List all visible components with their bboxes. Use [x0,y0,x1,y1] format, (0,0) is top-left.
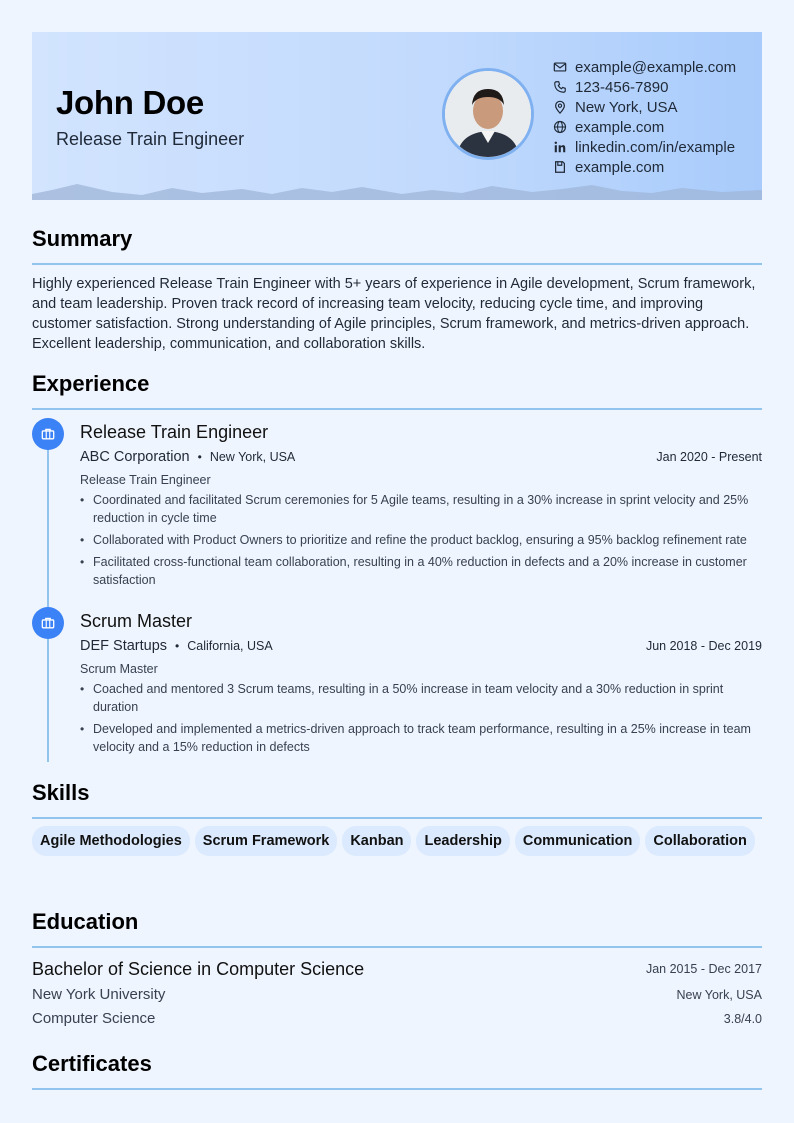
education-gpa: 3.8/4.0 [723,1012,762,1026]
contact-location-text: New York, USA [575,98,678,116]
skill-chip: Leadership [416,826,509,856]
job-title: Release Train Engineer [80,422,269,442]
linkedin-icon [553,140,567,154]
job-position: Release Train Engineer [80,473,211,487]
job-entry [80,419,762,593]
summary-heading: Summary [32,226,133,251]
job-location: California, USA [187,639,273,653]
contact-portfolio-text: example.com [575,158,665,176]
job-company: DEF Startups [80,638,168,654]
job-position: Scrum Master [80,662,158,676]
bullet-item: • Coordinated and facilitated Scrum ceremonies for 5 Agile teams, resulting in a 30% increase in sprint velocity and 25% reduction in cycle time [80,491,762,527]
education-heading: Education [32,909,139,934]
candidate-name: John Doe [56,84,204,121]
bullet-item: • Coached and mentored 3 Scrum teams, resulting in a 50% increase in team velocity and a 30% reduction in sprint duration [80,680,762,716]
education-divider [32,946,762,948]
education-field: Computer Science [32,1010,156,1027]
meta-separator: • [175,639,180,653]
contact-email[interactable] [553,57,736,77]
job-title: Scrum Master [80,611,193,631]
experience-timeline [47,434,49,762]
experience-heading: Experience [32,371,150,396]
education-school-row [32,983,762,1007]
portfolio-icon [553,160,567,174]
skills-heading: Skills [32,780,90,805]
contact-website[interactable] [553,117,736,137]
education-degree: Bachelor of Science in Computer Science [32,959,365,979]
contact-website-text: example.com [575,118,665,136]
briefcase-icon [41,427,55,441]
experience-divider [32,408,762,410]
contact-portfolio[interactable] [553,157,736,177]
skill-chip: Agile Methodologies [32,826,190,856]
job-marker [32,418,64,450]
job-bullets [80,680,762,756]
contact-phone[interactable] [553,77,736,97]
job-entry [80,608,762,760]
skill-chip: Collaboration [645,826,754,856]
briefcase-icon [41,616,55,630]
person-portrait-icon [445,71,531,157]
skills-divider [32,817,762,819]
bullet-item: • Facilitated cross-functional team collaboration, resulting in a 40% reduction in defects and a 20% increase in customer satisfaction [80,553,762,589]
certificates-divider [32,1088,762,1090]
job-meta [80,634,762,658]
skills-list [32,826,762,858]
job-bullets [80,491,762,589]
skill-chip: Communication [515,826,641,856]
contact-location [553,97,736,117]
contact-linkedin-text: linkedin.com/in/example [575,138,736,156]
education-dates: Jan 2015 - Dec 2017 [645,962,762,976]
education-school: New York University [32,986,166,1003]
contact-email-text: example@example.com [575,58,737,76]
phone-icon [553,80,567,94]
meta-separator: • [197,450,202,464]
certificates-heading: Certificates [32,1051,152,1076]
location-pin-icon [553,100,567,114]
skill-chip: Kanban [342,826,411,856]
education-field-row [32,1007,762,1031]
job-location: New York, USA [209,450,296,464]
header-wave-decoration [32,180,762,200]
job-meta [80,445,762,469]
education-location: New York, USA [676,988,762,1002]
skill-chip: Scrum Framework [195,826,338,856]
profile-photo [442,68,534,160]
resume-header [32,32,762,200]
bullet-item: • Collaborated with Product Owners to prioritize and refine the product backlog, ensuring a 95% backlog refinement rate [80,531,762,549]
candidate-headline: Release Train Engineer [56,129,245,149]
job-marker [32,607,64,639]
job-company: ABC Corporation [80,449,190,465]
job-dates: Jun 2018 - Dec 2019 [645,639,762,653]
mail-icon [553,60,567,74]
contact-linkedin[interactable] [553,137,736,157]
globe-icon [553,120,567,134]
contact-phone-text: 123-456-7890 [575,78,669,96]
summary-divider [32,263,762,265]
education-degree-row [32,957,762,981]
summary-text: Highly experienced Release Train Engineer with 5+ years of experience in Agile development, Scrum framework, and team leadership. Proven track record of increasing team velocity, reducing cycle time, and improving customer satisfaction. Strong understanding of Agile principles, Scrum framework, and metrics-driven approach. Excellent leadership, communication, and collaboration skills. [32,276,756,352]
bullet-item: • Developed and implemented a metrics-driven approach to track team performance, resulting in a 25% increase in team velocity and a 15% reduction in defects [80,720,762,756]
contact-list [553,57,736,177]
job-dates: Jan 2020 - Present [656,450,762,464]
